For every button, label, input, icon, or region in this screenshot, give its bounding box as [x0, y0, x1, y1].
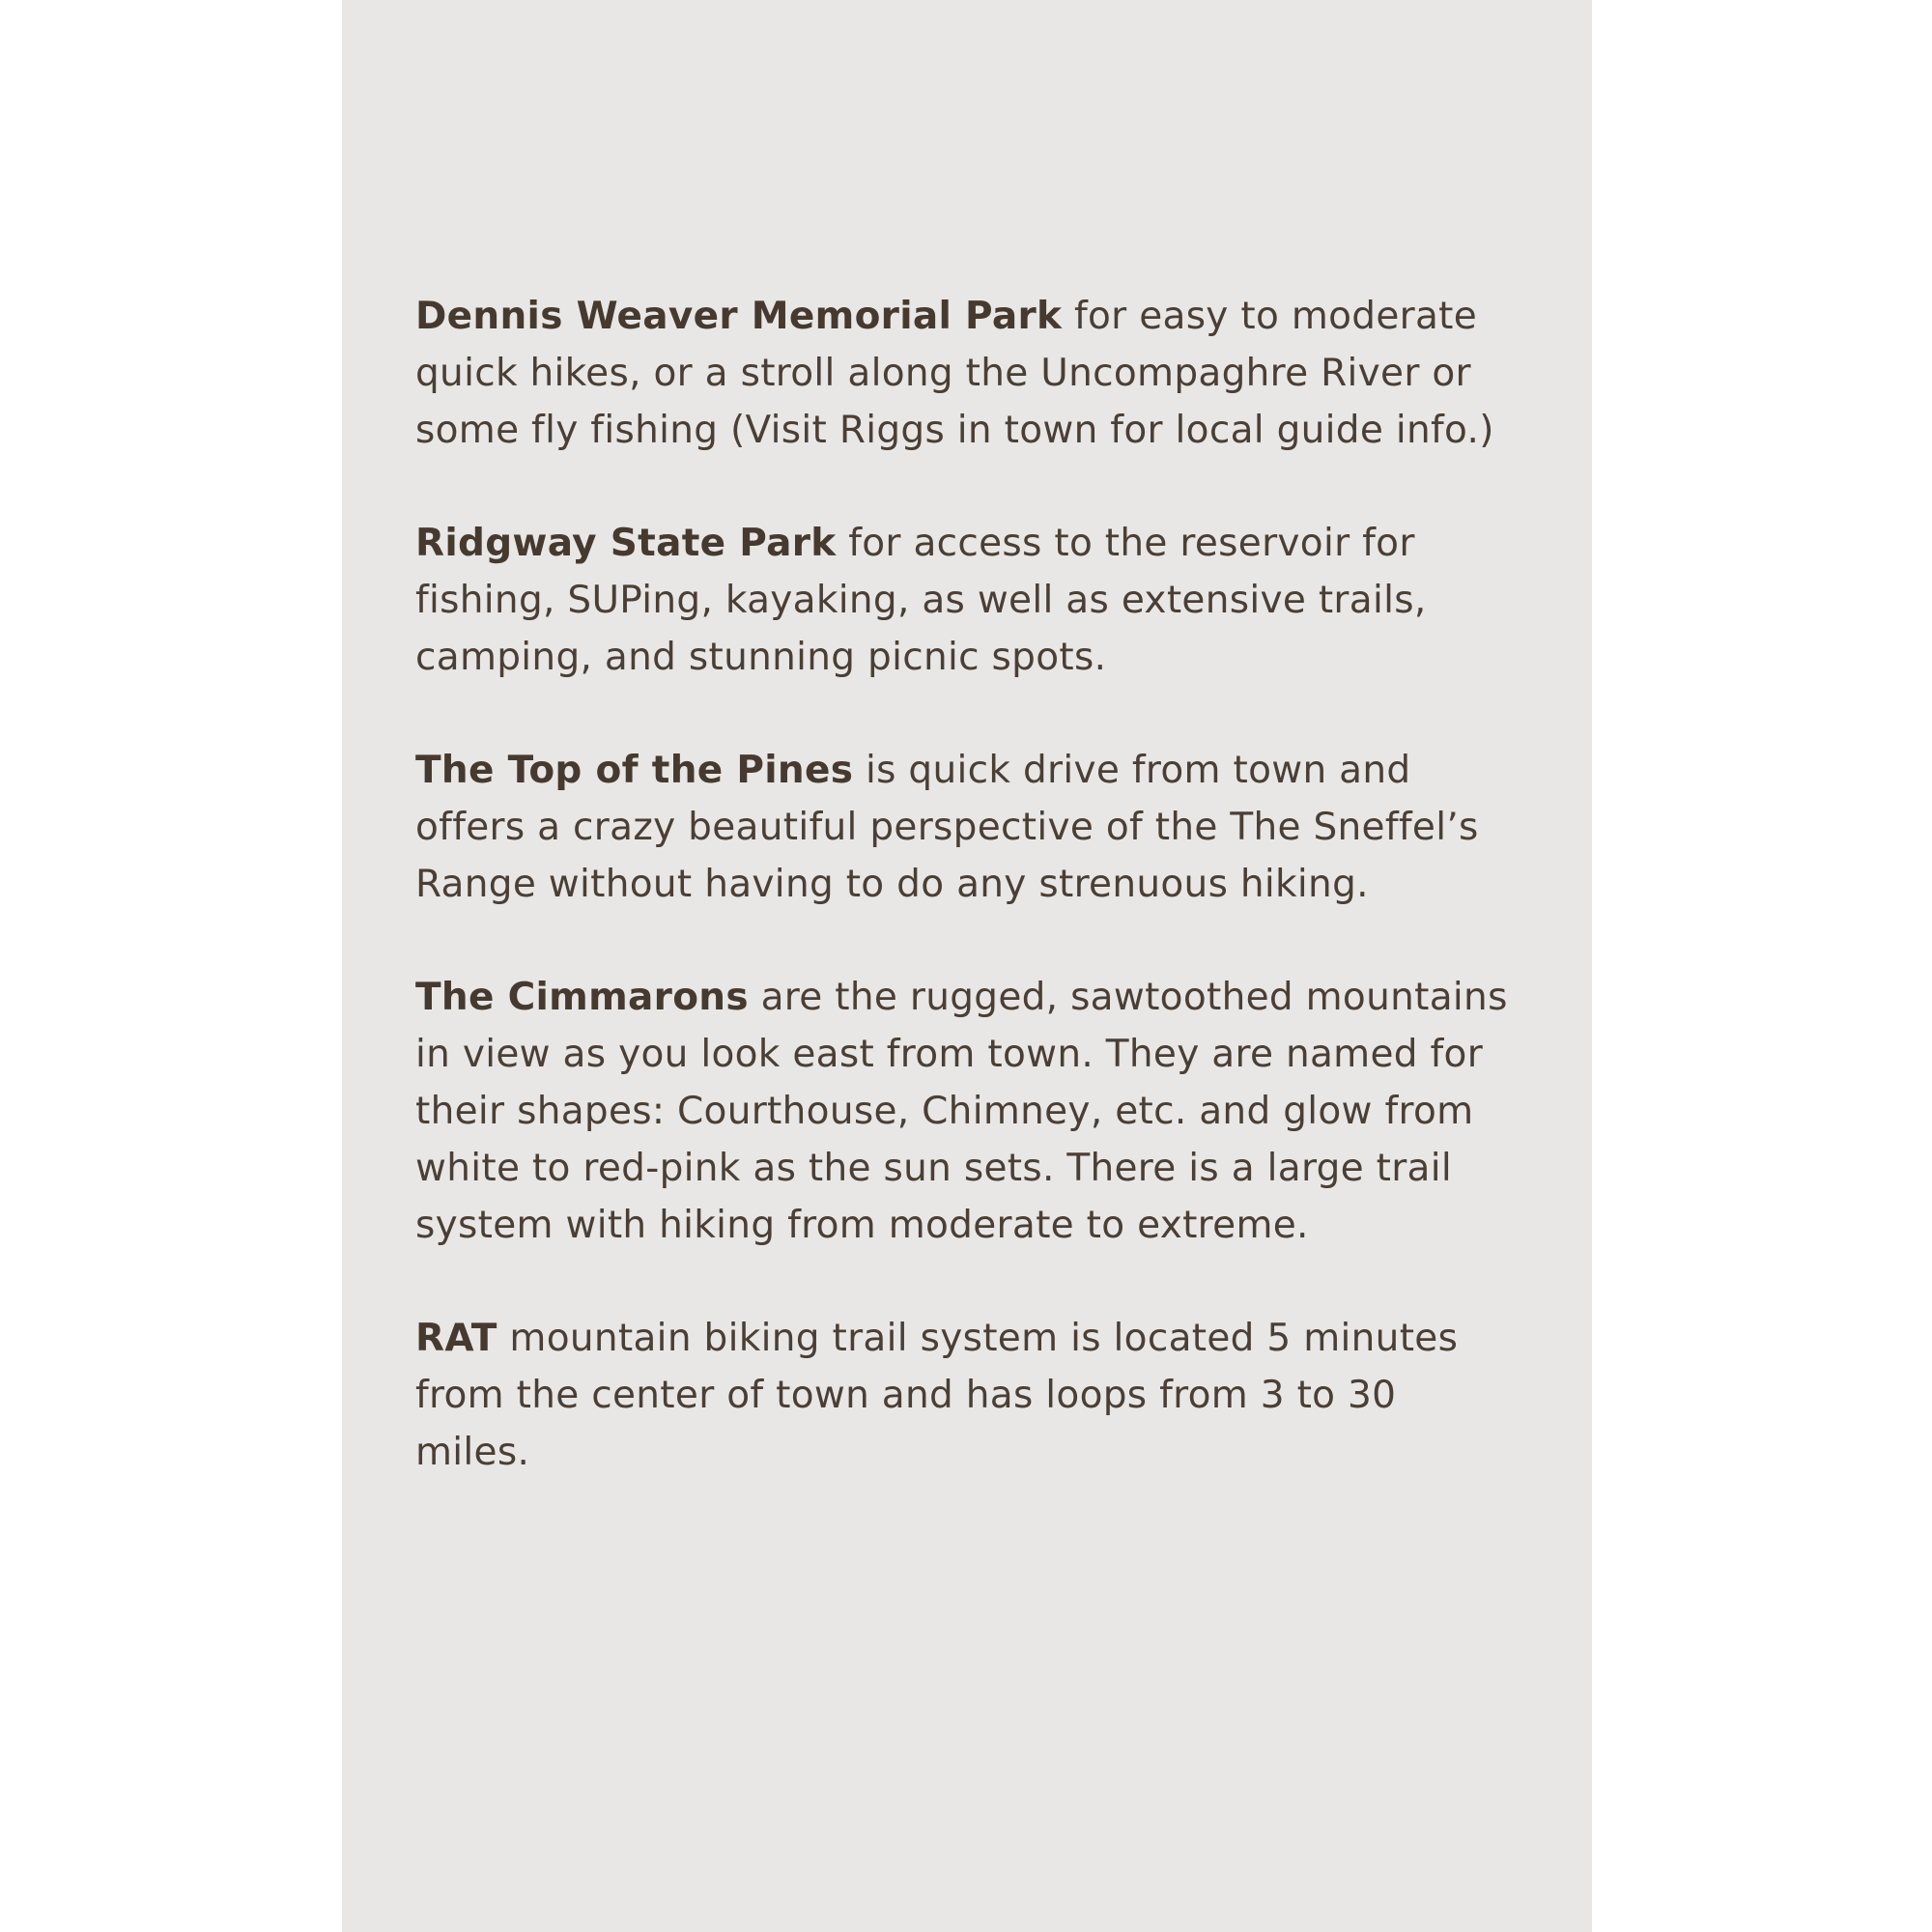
entry-description: mountain biking trail system is located 5 minutes from the center of town and has loops from 3 to 30 miles.: [415, 1317, 1459, 1474]
entry-description: are the rugged, sawtoothed mountains in view as you look east from town. They are named for their shapes: Courthouse, Chimney, etc. and glow from white to red-pink as the sun sets. There is a large trail system with hiking from moderate to extreme.: [415, 976, 1508, 1247]
entry-name: Ridgway State Park: [415, 522, 837, 565]
entry-dennis-weaver-park: [415, 288, 1519, 459]
entry-rat-trail-system: [415, 1310, 1519, 1481]
entry-name: RAT: [415, 1317, 497, 1360]
entry-description: is quick drive from town and offers a crazy beautiful perspective of the The Sneffel’s Range without having to do any strenuous hiking.: [415, 749, 1479, 906]
entry-name: The Cimmarons: [415, 976, 749, 1019]
entry-description: for easy to moderate quick hikes, or a stroll along the Uncompaghre River or some fly fishing (Visit Riggs in town for local guide info.): [415, 295, 1494, 452]
entry-name: The Top of the Pines: [415, 749, 854, 792]
entry-ridgway-state-park: [415, 515, 1519, 686]
entry-top-of-the-pines: [415, 742, 1519, 913]
content-card: [342, 0, 1592, 1932]
entry-the-cimmarons: [415, 969, 1519, 1254]
entry-name: Dennis Weaver Memorial Park: [415, 295, 1063, 338]
entry-description: for access to the reservoir for fishing, SUPing, kayaking, as well as extensive trails, camping, and stunning picnic spots.: [415, 522, 1427, 679]
